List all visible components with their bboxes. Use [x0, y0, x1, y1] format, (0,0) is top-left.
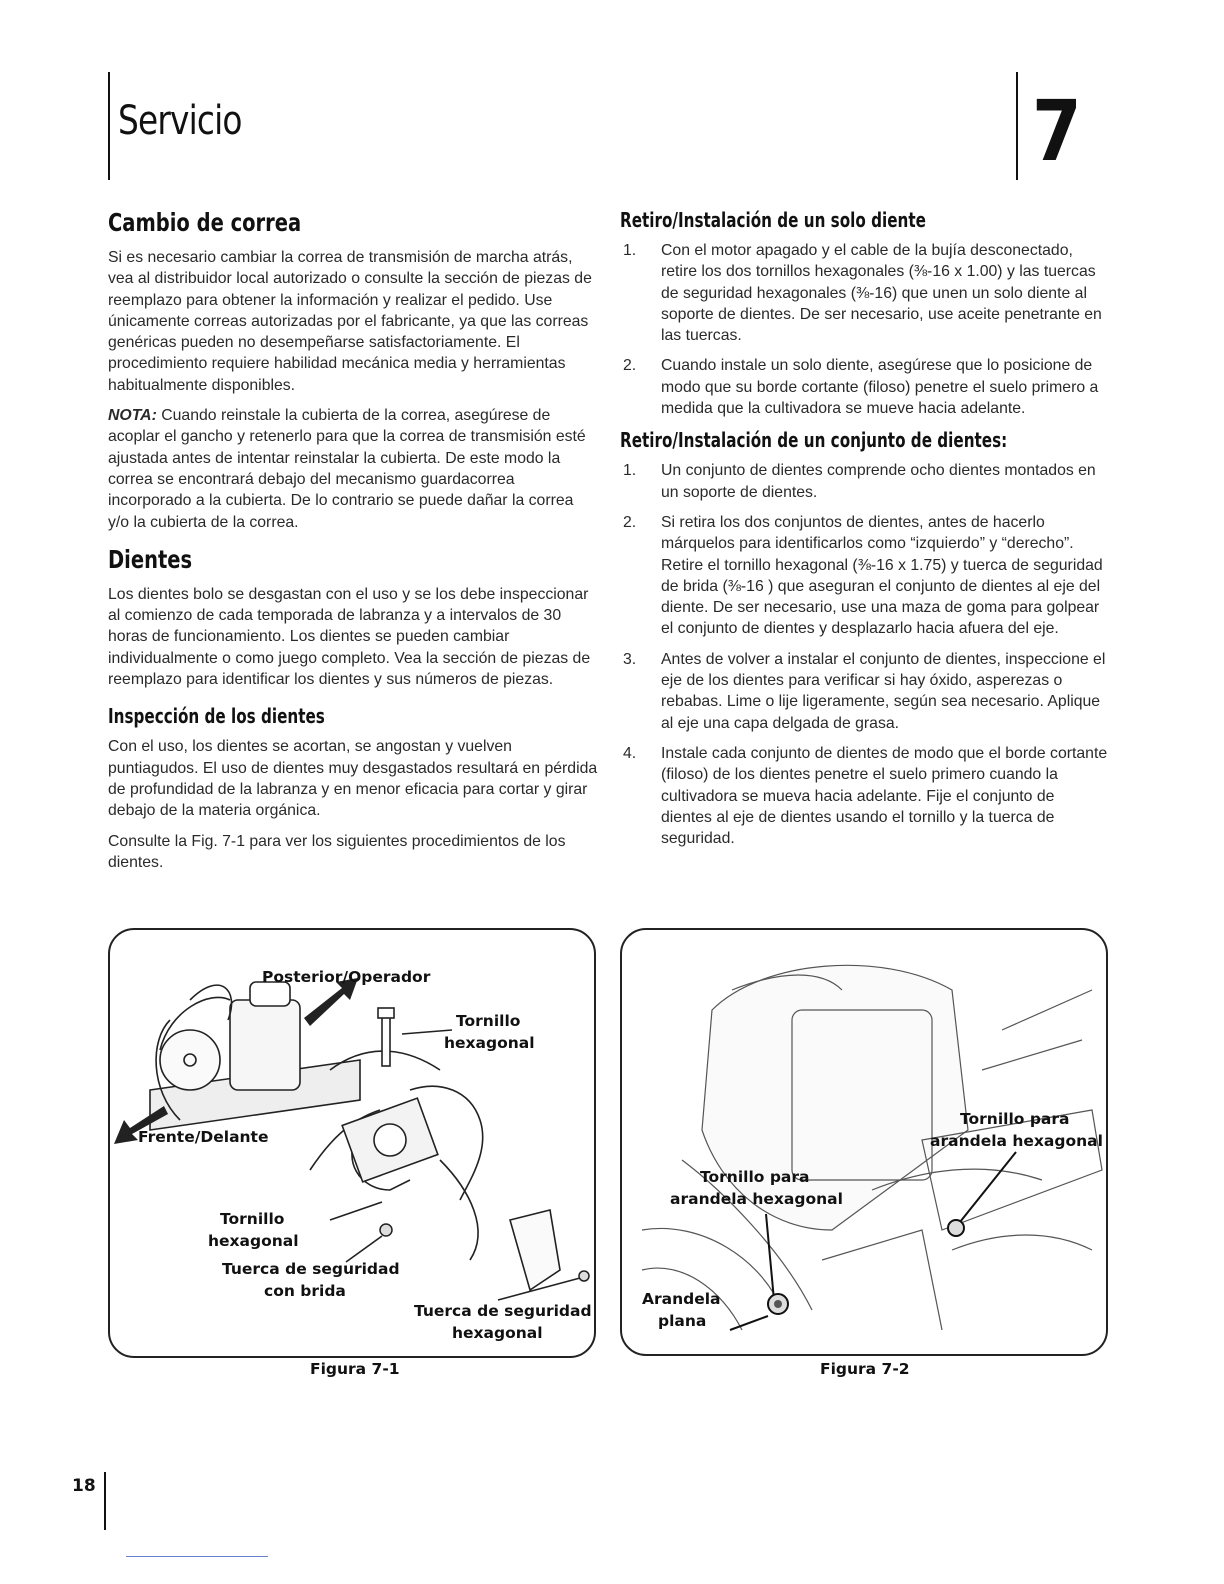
list-item: 1. Un conjunto de dientes comprende ocho dientes montados en un soporte de dientes.: [623, 462, 1096, 501]
single-tine-steps: [620, 240, 1108, 419]
label-left-washer-bolt-1: Tornillo para: [700, 1168, 810, 1186]
chapter-number: 7: [1032, 82, 1082, 180]
figure-7-1: [108, 928, 596, 1358]
right-column: [620, 208, 1108, 858]
label-flange-nut-1: Tuerca de seguridad: [222, 1260, 400, 1278]
figure-7-2: [620, 928, 1108, 1356]
label-hex-bolt-top-2: hexagonal: [444, 1034, 535, 1052]
section-title-tine-assembly: Retiro/Instalación de un conjunto de dientes:: [620, 428, 1008, 453]
figure-7-1-caption: Figura 7-1: [310, 1360, 400, 1378]
list-item: 2. Cuando instale un solo diente, asegúrese que lo posicione de modo que su borde cortante (filoso) penetre el suelo primero a medida que la cultivadora se mueve hacia adelante.: [623, 357, 1099, 418]
list-item: 3. Antes de volver a instalar el conjunto de dientes, inspeccione el eje de los dientes para verificar si hay óxido, asperezas o rebabas. Lime o lije ligeramente, según sea necesario. Aplique al eje una capa delgada de grasa.: [623, 650, 1106, 732]
inspection-paragraph: Con el uso, los dientes se acortan, se angostan y vuelven puntiagudos. El uso de dientes muy desgastados resultará en pérdida de profundidad de la labranza y en menor eficacia para cortar y girar debajo de la materia orgánica.: [108, 738, 598, 820]
label-hex-bolt-mid-1: Tornillo: [220, 1210, 285, 1228]
page-number: 18: [72, 1476, 96, 1496]
section-title-tines: Dientes: [108, 544, 193, 574]
label-hex-nut-1: Tuerca de seguridad: [414, 1302, 592, 1320]
left-column: [108, 208, 598, 882]
list-item: 4. Instale cada conjunto de dientes de modo que el borde cortante (filoso) de los dientes penetre el suelo primero cuando la cultivadora se mueva hacia adelante. Fije el conjunto de dientes al eje de dientes usando el tornillo y la tuerca de seguridad.: [623, 744, 1108, 848]
tines-paragraph: Los dientes bolo se desgastan con el uso y se los debe inspeccionar al comienzo de cada temporada de labranza y a intervalos de 30 horas de funcionamiento. Los dientes se pueden cambiar individualmente o como juego completo. Vea la sección de piezas de reemplazo para identificar los dientes y sus números de piezas.: [108, 585, 591, 689]
label-hex-bolt-mid-2: hexagonal: [208, 1232, 299, 1250]
label-front: Frente/Delante: [138, 1128, 269, 1146]
tine-assembly-steps: [620, 460, 1108, 849]
inspection-reference: Consulte la Fig. 7-1 para ver los siguientes procedimientos de los dientes.: [108, 832, 566, 871]
label-flat-washer-2: plana: [658, 1312, 707, 1330]
footer-link-underline: [126, 1556, 268, 1557]
label-left-washer-bolt-2: arandela hexagonal: [670, 1190, 843, 1208]
note-label: NOTA:: [108, 407, 157, 425]
label-hex-nut-2: hexagonal: [452, 1324, 543, 1342]
list-item: 2. Si retira los dos conjuntos de dientes, antes de hacerlo márquelos para identificarlos como “izquierdo” y “derecho”. Retire el tornillo hexagonal (⅜-16 x 1.75) y tuerca de seguridad de brida (⅜-16 ) que aseguran el conjunto de dientes al eje del diente. De ser necesario, use una maza de goma para golpear el conjunto de dientes y desplazarlo hacia afuera del eje.: [623, 513, 1103, 638]
belt-note: [108, 405, 598, 533]
note-text: Cuando reinstale la cubierta de la correa, asegúrese de acoplar el gancho y retenerlo para que la correa de transmisión esté ajustada antes de intentar reinstalar la cubierta. De este modo la correa se encontrará debajo del mecanismo guardacorrea incorporado a la cubierta. De lo contrario se puede dañar la correa y/o la cubierta de la correa.: [108, 407, 586, 531]
section-title-belt: Cambio de correa: [108, 208, 302, 237]
header-left-rule: [108, 72, 110, 180]
list-item: 1. Con el motor apagado y el cable de la bujía desconectado, retire los dos tornillos hexagonales (⅜-16 x 1.00) y las tuercas de seguridad hexagonales (⅜-16) que unen un solo diente al soporte de dientes. De ser necesario, use aceite penetrante en las tuercas.: [623, 242, 1102, 345]
figure-7-2-caption: Figura 7-2: [820, 1360, 910, 1378]
label-hex-bolt-top-1: Tornillo: [456, 1012, 521, 1030]
label-right-washer-bolt-2: arandela hexagonal: [930, 1132, 1103, 1150]
label-flat-washer-1: Arandela: [642, 1290, 721, 1308]
label-right-washer-bolt-1: Tornillo para: [960, 1110, 1070, 1128]
section-title-tine-inspection: Inspección de los dientes: [108, 704, 325, 729]
footer-rule: [104, 1472, 106, 1530]
header-right-rule: [1016, 72, 1018, 180]
label-rear-operator: Posterior/Operador: [262, 968, 431, 986]
chapter-title: Servicio: [118, 98, 242, 144]
label-flange-nut-2: con brida: [264, 1282, 346, 1300]
belt-paragraph: Si es necesario cambiar la correa de transmisión de marcha atrás, vea al distribuidor local autorizado o consulte la sección de piezas de reemplazo para obtener la información y realizar el pedido. Use únicamente correas autorizadas por el fabricante, ya que las correas genéricas pueden no desempeñarse satisfactoriamente. El procedimiento requiere habilidad mecánica media y herramientas habitualmente disponibles.: [108, 249, 592, 394]
section-title-single-tine: Retiro/Instalación de un solo diente: [620, 208, 926, 232]
